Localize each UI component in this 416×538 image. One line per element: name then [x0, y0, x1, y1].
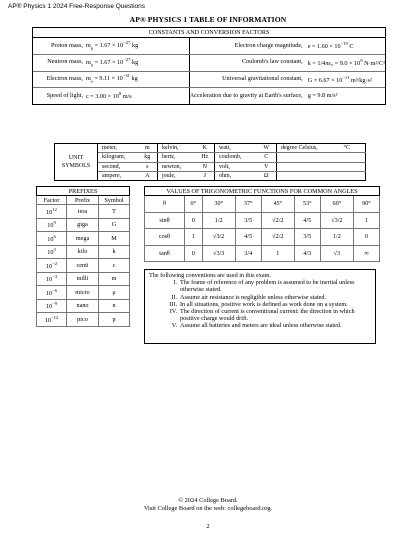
- convention-text: Assume air resistance is negligible unless otherwise stated.: [180, 293, 327, 301]
- prefix-column-header: Symbol: [99, 196, 130, 205]
- constant-row: [33, 54, 385, 71]
- trig-value: 1: [353, 212, 379, 229]
- prefix-name: giga: [67, 218, 99, 232]
- unit-symbol: N: [196, 162, 215, 171]
- page-title: AP® PHYSICS 1 TABLE OF INFORMATION: [129, 15, 287, 24]
- prefix-symbol: k: [99, 245, 130, 259]
- page-header: AP® Physics 1 2024 Free-Response Questions: [8, 3, 146, 10]
- trig-value: 0: [353, 229, 379, 246]
- trig-value: √3: [320, 245, 353, 262]
- prefix-row: [37, 245, 130, 259]
- unit-name: [277, 153, 329, 162]
- convention-number: III.: [169, 300, 177, 308]
- prefix-column-header: Factor: [37, 196, 67, 205]
- prefix-name: nano: [67, 299, 99, 313]
- unit-symbols-heading: UNIT SYMBOLS: [55, 144, 98, 181]
- prefixes-table: [36, 186, 130, 327]
- trig-value: 4/3: [294, 245, 320, 262]
- trig-value: 0: [185, 245, 203, 262]
- unit-name: kelvin,: [158, 144, 196, 153]
- constant-value: $G = 6.67 \times 10^{-11}$ m³/kg·s²: [305, 71, 385, 88]
- unit-row: [55, 144, 366, 153]
- trig-value: 4/5: [294, 212, 320, 229]
- trig-value: 1/2: [202, 212, 235, 229]
- unit-name: ohm,: [219, 172, 232, 179]
- page-number: 2: [206, 523, 210, 530]
- prefix-name: centi: [67, 259, 99, 273]
- trig-value: 3/5: [294, 229, 320, 246]
- constant-row: [33, 38, 385, 54]
- unit-symbol: J: [196, 171, 215, 180]
- prefix-symbol: m: [99, 272, 130, 286]
- prefix-row: [37, 299, 130, 313]
- conventions-intro: The following conventions are used in this exam.: [149, 272, 272, 279]
- trig-caption: VALUES OF TRIGONOMETRIC FUNCTIONS FOR COMMON ANGLES: [145, 187, 380, 196]
- prefix-row: [37, 232, 130, 246]
- prefix-symbol: M: [99, 232, 130, 246]
- constant-value: $e = 1.60 \times 10^{-19}$ C: [305, 38, 385, 54]
- constant-label: Acceleration due to gravity at Earth's surface,: [189, 91, 303, 99]
- convention-item: [147, 322, 373, 329]
- prefix-symbol: n: [99, 299, 130, 313]
- constant-label: Proton mass,: [33, 38, 85, 54]
- trig-angle-header: 30°: [202, 196, 235, 213]
- trig-angle-header: 90°: [353, 196, 379, 213]
- trig-function: sinθ: [145, 212, 185, 229]
- prefix-name: pico: [67, 313, 99, 327]
- unit-name: [277, 171, 329, 180]
- unit-name: hertz,: [158, 153, 196, 162]
- trig-value: 4/5: [235, 229, 261, 246]
- trig-angle-header: 60°: [320, 196, 353, 213]
- unit-name: volt,: [215, 162, 257, 171]
- constant-label: Electron charge magnitude,: [189, 38, 304, 54]
- unit-name: [277, 162, 329, 171]
- constant-value: g = 9.8 m/s²: [307, 91, 338, 99]
- unit-symbol: A: [138, 171, 158, 180]
- constant-row: [33, 88, 385, 104]
- unit-symbol: Hz: [196, 153, 215, 162]
- trig-function: tanθ: [145, 245, 185, 262]
- trig-values-table: [144, 186, 380, 262]
- trig-row: [145, 229, 380, 246]
- unit-row: [55, 153, 366, 162]
- prefix-row: [37, 218, 130, 232]
- unit-symbol: C: [257, 153, 277, 162]
- prefix-name: kilo: [67, 245, 99, 259]
- unit-symbols-table: [54, 143, 366, 181]
- prefix-factor: $10^3$: [37, 245, 67, 259]
- prefix-factor: $10^6$: [37, 232, 67, 246]
- prefix-name: mega: [67, 232, 99, 246]
- unit-symbol: V: [257, 162, 277, 171]
- prefix-symbol: T: [99, 205, 130, 219]
- unit-symbol: kg: [138, 153, 158, 162]
- unit-name: meter,: [98, 144, 138, 153]
- trig-angle-header: 37°: [235, 196, 261, 213]
- prefix-row: [37, 313, 130, 327]
- convention-number: IV.: [169, 308, 177, 316]
- constants-caption: CONSTANTS AND CONVERSION FACTORS: [33, 28, 385, 38]
- constant-value: $m_n = 1.67 \times 10^{-27}$ kg: [85, 54, 189, 71]
- prefix-factor: $10^{-2}$: [37, 259, 67, 273]
- unit-name: joule,: [162, 172, 176, 179]
- constant-row: [33, 71, 385, 88]
- trig-row: [145, 245, 380, 262]
- trig-value: 1: [261, 245, 294, 262]
- prefix-column-header: Prefix: [67, 196, 99, 205]
- prefixes-caption: PREFIXES: [37, 187, 130, 196]
- unit-name: kilogram,: [98, 153, 138, 162]
- trig-angle-header: 45°: [261, 196, 294, 213]
- prefix-factor: $10^{-12}$: [37, 313, 67, 327]
- unit-symbol: Ω: [257, 171, 277, 180]
- unit-symbol: [329, 162, 366, 171]
- prefix-factor: $10^{-3}$: [37, 272, 67, 286]
- trig-angle-header: θ: [145, 196, 185, 213]
- copyright: © 2024 College Board.: [178, 497, 238, 504]
- prefix-symbol: p: [99, 313, 130, 327]
- prefix-row: [37, 272, 130, 286]
- unit-row: [55, 162, 366, 171]
- prefix-row: [37, 205, 130, 219]
- prefix-symbol: μ: [99, 286, 130, 300]
- constant-value: $c = 3.00 \times 10^8$ m/s: [85, 88, 189, 104]
- convention-number: II.: [171, 293, 177, 301]
- convention-text: The frame of reference of any problem is assumed to be inertial unless otherwise stated.: [180, 279, 355, 294]
- unit-symbol: s: [138, 162, 158, 171]
- trig-value: 3/5: [235, 212, 261, 229]
- convention-text: The direction of current is conventional current: the direction in which positive charge would drift.: [180, 308, 355, 323]
- constant-value: $m_e = 9.11 \times 10^{-31}$ kg: [85, 71, 189, 88]
- convention-number: I.: [173, 279, 177, 287]
- convention-item: [147, 279, 373, 293]
- prefix-symbol: c: [99, 259, 130, 273]
- trig-value: √2/2: [261, 229, 294, 246]
- trig-angle-header: 53°: [294, 196, 320, 213]
- trig-value: 1/2: [320, 229, 353, 246]
- constant-label: Universal gravitational constant,: [189, 71, 304, 88]
- prefix-factor: $10^9$: [37, 218, 67, 232]
- prefix-factor: $10^{-6}$: [37, 286, 67, 300]
- visit-link[interactable]: Visit College Board on the web: collegeboard.org.: [143, 505, 273, 512]
- unit-symbol: K: [196, 144, 215, 153]
- trig-row: [145, 212, 380, 229]
- prefix-name: tera: [67, 205, 99, 219]
- prefix-symbol: G: [99, 218, 130, 232]
- trig-value: 3/4: [235, 245, 261, 262]
- prefix-factor: $10^{12}$: [37, 205, 67, 219]
- trig-value: 0: [185, 212, 203, 229]
- trig-function: cosθ: [145, 229, 185, 246]
- unit-symbol: [329, 171, 366, 180]
- conventions-box: [144, 269, 376, 344]
- unit-name: degree Celsius,: [277, 144, 329, 153]
- convention-item: [147, 308, 373, 322]
- convention-number: V.: [171, 322, 177, 330]
- prefix-name: milli: [67, 272, 99, 286]
- unit-symbol: [329, 153, 366, 162]
- constant-value: $k = 1/4\pi\varepsilon_0 = 9.0 \times 10^9$ N·m²/C²: [305, 54, 385, 71]
- trig-value: 1: [185, 229, 203, 246]
- convention-text: Assume all batteries and meters are ideal unless otherwise stated.: [180, 322, 342, 330]
- convention-text: In all situations, positive work is defined as work done on a system.: [180, 300, 348, 308]
- constants-table: [32, 27, 386, 105]
- unit-symbol: m: [138, 144, 158, 153]
- unit-name: coulomb,: [215, 153, 257, 162]
- convention-item: [147, 294, 373, 301]
- unit-symbol: W: [257, 144, 277, 153]
- convention-item: [147, 301, 373, 308]
- unit-name: second,: [98, 162, 138, 171]
- trig-value: √3/3: [202, 245, 235, 262]
- prefix-name: micro: [67, 286, 99, 300]
- prefix-factor: $10^{-9}$: [37, 299, 67, 313]
- trig-value: √3/2: [202, 229, 235, 246]
- trig-value: ∞: [353, 245, 379, 262]
- trig-value: √2/2: [261, 212, 294, 229]
- prefix-row: [37, 259, 130, 273]
- unit-name: newton,: [158, 162, 196, 171]
- prefix-row: [37, 286, 130, 300]
- unit-name: watt,: [215, 144, 257, 153]
- constant-label: Neutron mass,: [33, 54, 85, 71]
- constant-value: $m_p = 1.67 \times 10^{-27}$ kg: [85, 38, 189, 54]
- unit-symbol: °C: [329, 144, 366, 153]
- trig-angle-header: 0°: [185, 196, 203, 213]
- unit-name: ampere,: [102, 172, 122, 179]
- trig-value: √3/2: [320, 212, 353, 229]
- constant-label: Coulomb's law constant,: [189, 54, 304, 71]
- constant-label: Speed of light,: [46, 91, 83, 99]
- constant-label: Electron mass,: [33, 71, 85, 88]
- unit-row: [55, 171, 366, 180]
